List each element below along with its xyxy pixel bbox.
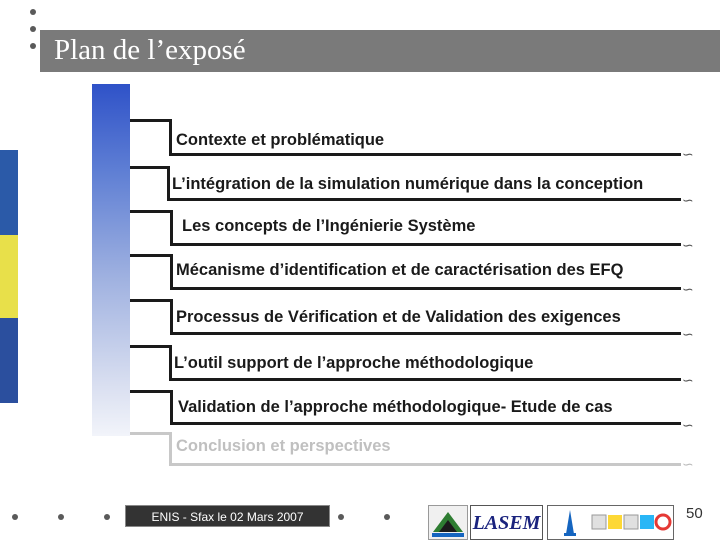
agenda-step-connector xyxy=(170,299,173,334)
curl-bullet-icon: ∽ xyxy=(682,146,694,162)
footer-dot xyxy=(58,514,64,520)
agenda-step-line xyxy=(130,166,170,169)
agenda-step-connector xyxy=(170,210,173,245)
agenda-step-line xyxy=(130,210,173,213)
agenda-item-underline xyxy=(170,287,681,290)
agenda-item-underline xyxy=(169,153,681,156)
curl-bullet-icon: ∽ xyxy=(682,237,694,253)
agenda-step-connector xyxy=(170,390,173,424)
agenda-item-4: Mécanisme d’identification et de caractérisation des EFQ xyxy=(176,261,624,279)
agenda-item-5: Processus de Vérification et de Validation des exigences xyxy=(176,308,621,326)
agenda-gradient-column xyxy=(92,84,130,436)
lasem-logo: LASEM xyxy=(470,505,543,540)
agenda-step-line xyxy=(130,345,172,348)
footer-dot xyxy=(384,514,390,520)
agenda-item-underline xyxy=(170,332,681,335)
gilco-logo xyxy=(547,505,674,540)
curl-bullet-icon: ∽ xyxy=(682,372,694,388)
agenda-step-line xyxy=(130,299,173,302)
enis-logo xyxy=(428,505,468,540)
slide-title: Plan de l’exposé xyxy=(54,34,246,66)
agenda-step-line xyxy=(130,254,173,257)
agenda-step-connector xyxy=(169,119,172,155)
side-strip-yellow xyxy=(0,235,18,318)
side-strip-blue-lower xyxy=(0,318,18,403)
footer-dot xyxy=(104,514,110,520)
agenda-top-line xyxy=(130,119,172,122)
agenda-step-connector xyxy=(167,166,170,200)
agenda-item-3: Les concepts de l’Ingénierie Système xyxy=(182,217,476,235)
agenda-item-underline xyxy=(170,243,681,246)
enis-logo-icon xyxy=(429,506,467,539)
agenda-item-underline xyxy=(169,378,681,381)
side-strip-blue xyxy=(0,150,18,235)
footer-dot xyxy=(338,514,344,520)
agenda-step-connector xyxy=(169,345,172,380)
title-bullet-dot xyxy=(30,43,36,49)
agenda-item-underline xyxy=(167,198,681,201)
agenda-item-1: Contexte et problématique xyxy=(176,131,385,149)
curl-bullet-icon: ∽ xyxy=(682,326,694,342)
curl-bullet-icon: ∽ xyxy=(682,456,694,472)
footer-date-label: ENIS - Sfax le 02 Mars 2007 xyxy=(125,505,330,527)
gilco-logo-icon xyxy=(548,506,673,539)
curl-bullet-icon: ∽ xyxy=(682,192,694,208)
agenda-item-underline xyxy=(170,422,681,425)
page-number: 50 xyxy=(686,505,703,522)
title-bullet-dot xyxy=(30,26,36,32)
agenda-step-connector xyxy=(170,254,173,289)
curl-bullet-icon: ∽ xyxy=(682,281,694,297)
curl-bullet-icon: ∽ xyxy=(682,417,694,433)
title-bullet-dot xyxy=(30,9,36,15)
agenda-step-connector xyxy=(169,432,172,465)
agenda-item-8: Conclusion et perspectives xyxy=(176,437,391,455)
agenda-item-2: L’intégration de la simulation numérique dans la conception xyxy=(172,175,644,193)
agenda-item-6: L’outil support de l’approche méthodologique xyxy=(174,354,534,372)
agenda-item-underline xyxy=(169,463,681,466)
agenda-item-7: Validation de l’approche méthodologique- Etude de cas xyxy=(178,398,613,416)
agenda-step-line xyxy=(130,432,172,435)
footer-dot xyxy=(12,514,18,520)
agenda-step-line xyxy=(130,390,173,393)
